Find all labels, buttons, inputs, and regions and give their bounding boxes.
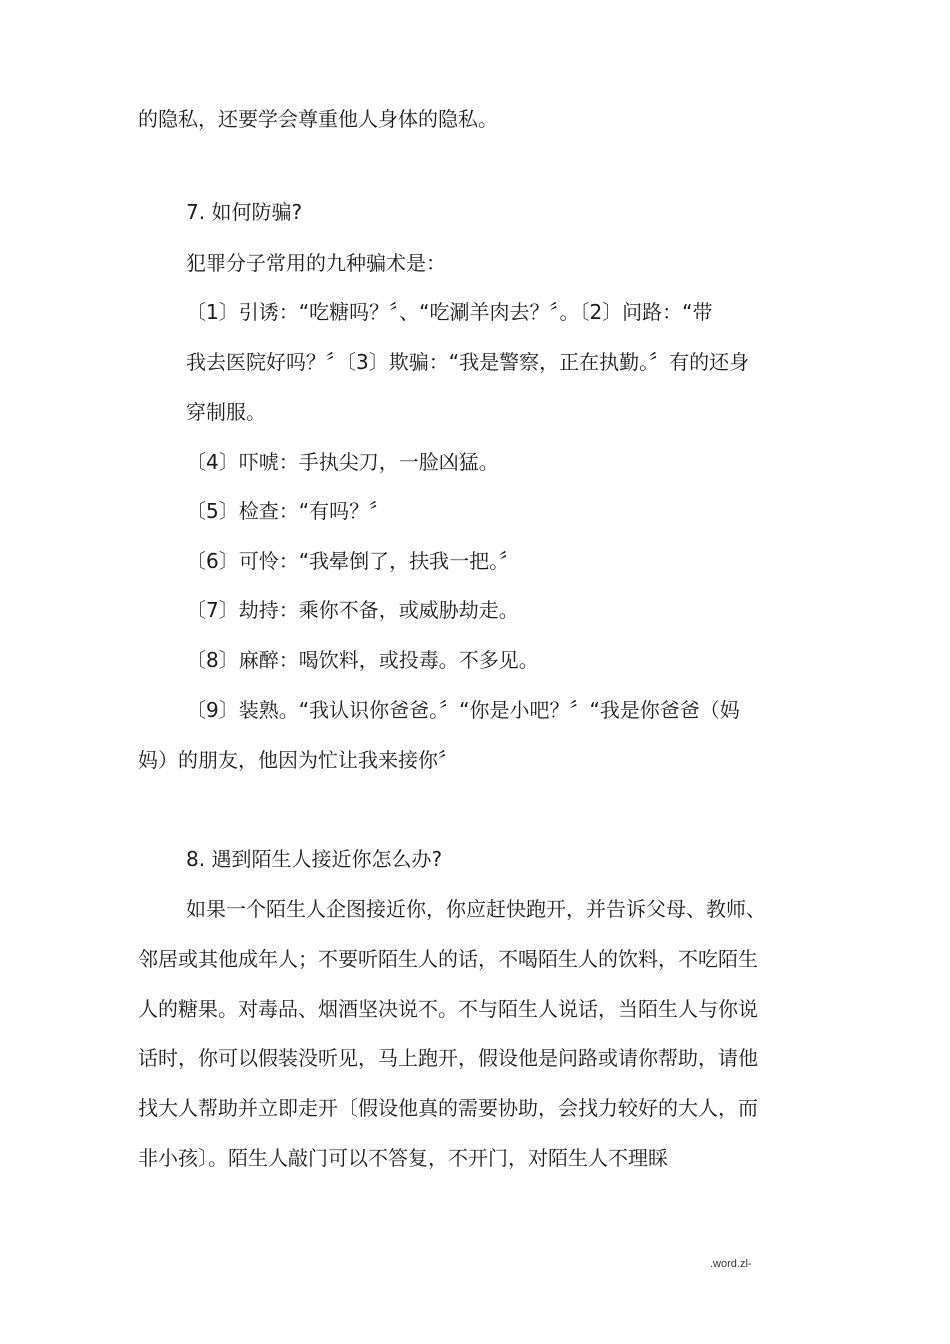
paragraph-line: 邻居或其他成年人；不要听陌生人的话，不喝陌生人的饮料，不吃陌生 xyxy=(138,947,758,971)
paragraph-line: 非小孩〕。陌生人敲门可以不答复，不开门，对陌生人不理睬 xyxy=(138,1146,668,1170)
list-item-line: 妈）的朋友，他因为忙让我来接你〞 xyxy=(138,748,458,772)
list-item-line: 我去医院好吗？〞〔3〕欺骗：“我是警察，正在执勤。〞有的还身 xyxy=(186,350,750,374)
section-heading-7: 7. 如何防骗? xyxy=(186,200,303,224)
list-item-line: 穿制服。 xyxy=(186,400,266,424)
list-item-line: 〔4〕吓唬：手执尖刀，一脸凶猛。 xyxy=(186,450,499,474)
page-footer: .word.zl- xyxy=(710,1258,752,1270)
paragraph-line: 如果一个陌生人企图接近你，你应赶快跑开，并告诉父母、教师、 xyxy=(186,897,766,921)
list-item-line: 〔9〕装熟。“我认识你爸爸。〞“你是小吧？〞“我是你爸爸（妈 xyxy=(186,698,740,722)
paragraph-line: 犯罪分子常用的九种骗术是： xyxy=(186,251,446,275)
paragraph-line: 找大人帮助并立即走开〔假设他真的需要协助，会找力较好的大人，而 xyxy=(138,1096,758,1120)
list-item-line: 〔6〕可怜：“我晕倒了，扶我一把。〞 xyxy=(186,549,520,573)
list-item-line: 〔5〕检查：“有吗？〞 xyxy=(186,499,390,523)
list-item-line: 〔1〕引诱：“吃糖吗？〞、“吃涮羊肉去？〞。〔2〕问路：“带 xyxy=(186,300,713,324)
section-heading-8: 8. 遇到陌生人接近你怎么办? xyxy=(186,847,443,871)
list-item-line: 〔8〕麻醉：喝饮料，或投毒。不多见。 xyxy=(186,648,539,672)
paragraph-line: 的隐私，还要学会尊重他人身体的隐私。 xyxy=(138,107,498,131)
list-item-line: 〔7〕劫持：乘你不备，或威胁劫走。 xyxy=(186,598,519,622)
paragraph-line: 人的糖果。对毒品、烟酒坚决说不。不与陌生人说话，当陌生人与你说 xyxy=(138,997,758,1021)
paragraph-line: 话时，你可以假装没听见，马上跑开，假设他是问路或请你帮助，请他 xyxy=(138,1046,758,1070)
